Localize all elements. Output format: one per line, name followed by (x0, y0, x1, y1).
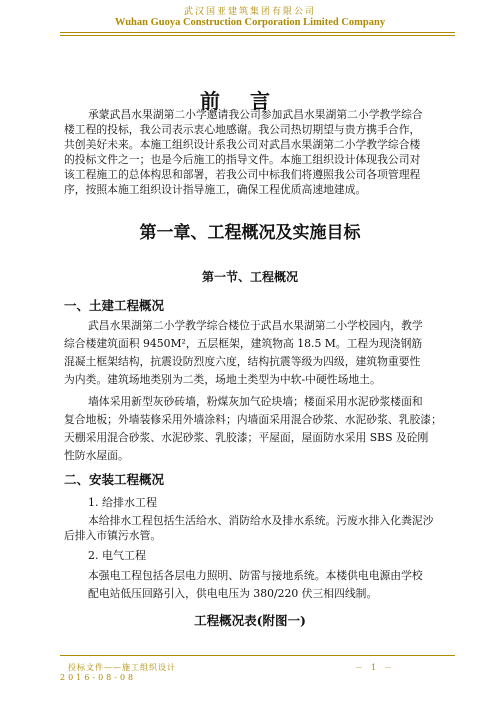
civil-para1-line: 武昌水果湖第二小学教学综合楼位于武昌水果湖第二小学校园内，教学 (88, 319, 423, 332)
install-item1-title: 1. 给排水工程 (88, 496, 157, 509)
civil-para2-line: 墙体采用新型灰砂砖墙，粉煤灰加气砼块墙；楼面采用水泥砂浆楼面和 (88, 395, 423, 408)
civil-heading: 一、土建工程概况 (64, 298, 165, 313)
footer-date: 2016-08-08 (60, 673, 137, 682)
install-item1-line: 后排入市镇污水管。 (64, 529, 162, 542)
install-item2-line: 配电站低压回路引入，供电电压为 380/220 伏三相四线制。 (88, 587, 378, 600)
footer-page-number: － 1 － (355, 663, 393, 672)
chapter-title: 第一章、工程概况及实施目标 (139, 223, 361, 243)
civil-para2-line: 天棚采用混合砂浆、水泥砂浆、乳胶漆；平屋面，屋面防水采用 SBS 及砼刚 (64, 431, 429, 444)
header-rule-thin (60, 35, 455, 36)
preface-line: 的投标文件之一；也是今后施工的指导文件。本施工组织设计体现我公司对 (64, 153, 421, 166)
preface-line: 楼工程的投标，我公司表示衷心地感谢。我公司热切期望与贵方携手合作， (64, 123, 421, 136)
preface-line: 承蒙武昌水果湖第二小学邀请我公司参加武昌水果湖第二小学教学综合 (88, 108, 423, 121)
install-item2-title: 2. 电气工程 (88, 549, 146, 562)
civil-para1-line: 综合楼建筑面积 9450M²，五层框架，建筑物高 18.5 M。工程为现浇钢筋 (64, 337, 423, 350)
preface-line: 该工程施工的总体构思和部署，若我公司中标我们将遵照我公司各项管理程 (64, 168, 421, 181)
footer-rule (60, 655, 455, 656)
footer-doc-name: 投标文件——施工组织设计 (68, 663, 176, 672)
civil-para1-line: 为内类。建筑场地类别为二类，场地土类型为中软-中硬性场地土。 (64, 373, 381, 386)
header-rule (60, 32, 455, 33)
preface-line: 共创美好未来。本施工组织设计系我公司对武昌水果湖第二小学教学综合楼 (64, 138, 421, 151)
install-item2-line: 本强电工程包括各层电力照明、防雷与接地系统。本楼供电电源由学校 (88, 569, 423, 582)
section-title: 第一节、工程概况 (201, 270, 298, 284)
header-company-en: Wuhan Guoya Construction Corporation Limited Company (114, 17, 386, 28)
table-title: 工程概况表(附图一) (194, 613, 306, 628)
civil-para2-line: 复合地板；外墙装修采用外墙涂料；内墙面采用混合砂浆、水泥砂浆、乳胶漆； (64, 413, 442, 426)
install-heading: 二、安装工程概况 (64, 472, 165, 487)
install-item1-line: 本给排水工程包括生活给水、消防给水及排水系统。污废水排入化粪泥沙 (88, 514, 434, 527)
civil-para1-line: 混凝土框架结构，抗震设防烈度六度，结构抗震等级为四级，建筑物重要性 (64, 355, 421, 368)
preface-line: 序，按照本施工组织设计指导施工，确保工程优质高速地建成。 (64, 183, 367, 196)
preface-title: 前言 (200, 89, 300, 113)
header-company-cn: 武汉国亚建筑集团有限公司 (183, 7, 316, 17)
civil-para2-line: 性防水屋面。 (64, 449, 129, 462)
